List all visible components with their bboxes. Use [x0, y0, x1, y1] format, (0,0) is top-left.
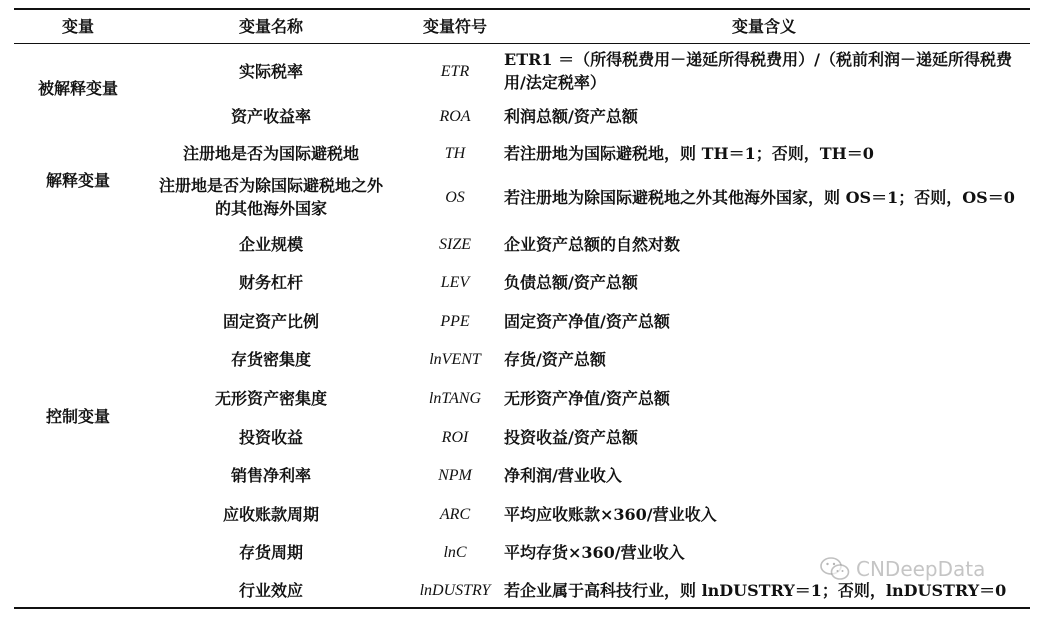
header-name: 变量名称: [238, 16, 303, 36]
row-definition: 平均应收账款×360/营业收入: [504, 504, 717, 524]
row-symbol: PPE: [440, 312, 470, 330]
row-symbol: TH: [444, 144, 466, 162]
row-name: 实际税率: [238, 61, 303, 81]
row-symbol: ETR: [440, 62, 470, 80]
row-definition: 存货/资产总额: [504, 349, 606, 369]
row-name: 行业效应: [238, 580, 303, 600]
row-definition: 利润总额/资产总额: [504, 106, 638, 126]
row-symbol: ROA: [439, 107, 471, 125]
header-symbol: 变量符号: [422, 16, 487, 36]
row-definition: 平均存货×360/营业收入: [504, 542, 685, 562]
row-symbol: NPM: [438, 466, 472, 484]
row-definition: 若注册地为国际避税地，则 TH＝1；否则，TH＝0: [504, 143, 874, 163]
row-symbol: ARC: [439, 505, 471, 523]
row-name: 应收账款周期: [222, 504, 319, 524]
row-symbol: lnVENT: [429, 350, 481, 368]
wechat-icon: [820, 556, 850, 582]
row-symbol: lnTANG: [428, 389, 482, 407]
row-name: 存货周期: [238, 542, 303, 562]
row-definition: ETR1 ＝（所得税费用－递延所得税费用）/（税前利润－递延所得税费用/法定税率）: [504, 50, 1012, 92]
table-top-rule: [14, 8, 1030, 10]
row-name: 存货密集度: [230, 349, 311, 369]
row-name: 无形资产密集度: [214, 388, 327, 408]
row-symbol: SIZE: [439, 235, 471, 253]
row-definition: 净利润/营业收入: [504, 465, 622, 485]
row-symbol: ROI: [441, 428, 469, 446]
row-definition: 投资收益/资产总额: [504, 427, 638, 447]
row-definition: 无形资产净值/资产总额: [504, 388, 670, 408]
header-definition: 变量含义: [731, 16, 796, 36]
watermark: [820, 556, 985, 582]
row-name: 注册地是否为除国际避税地之外的其他海外国家: [158, 176, 383, 218]
header-group: 变量: [61, 16, 94, 36]
watermark-text: CNDeepData: [856, 557, 986, 581]
row-symbol: LEV: [440, 273, 470, 291]
row-symbol: lnC: [443, 543, 467, 561]
row-definition: 负债总额/资产总额: [504, 272, 638, 292]
table-header-rule: [14, 43, 1030, 44]
row-name: 销售净利率: [230, 465, 311, 485]
row-name: 注册地是否为国际避税地: [182, 143, 359, 163]
row-name: 财务杠杆: [238, 272, 303, 292]
row-definition: 固定资产净值/资产总额: [504, 311, 670, 331]
table-bottom-rule: [14, 607, 1030, 609]
row-name: 企业规模: [238, 234, 303, 254]
row-definition: 若企业属于高科技行业，则 lnDUSTRY＝1；否则，lnDUSTRY＝0: [504, 580, 1007, 600]
row-definition: 企业资产总额的自然对数: [504, 234, 681, 254]
row-definition: 若注册地为除国际避税地之外其他海外国家，则 OS＝1；否则，OS＝0: [504, 187, 1015, 207]
row-name: 投资收益: [238, 427, 303, 447]
group-control: 控制变量: [45, 406, 110, 426]
group-explanatory: 解释变量: [45, 170, 110, 190]
row-name: 资产收益率: [230, 106, 311, 126]
row-name: 固定资产比例: [222, 311, 319, 331]
group-dependent: 被解释变量: [37, 78, 118, 98]
row-symbol: OS: [445, 188, 465, 206]
row-symbol: lnDUSTRY: [419, 581, 491, 599]
